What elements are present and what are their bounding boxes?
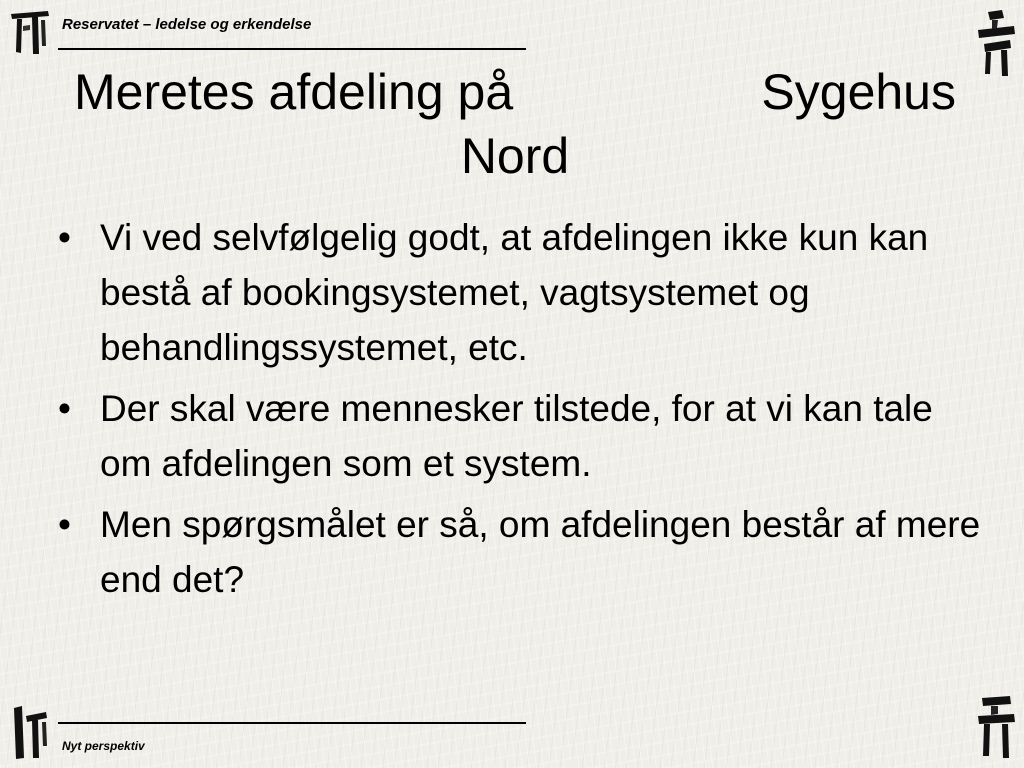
header-divider [58, 48, 526, 50]
list-item [58, 381, 988, 491]
list-item [58, 210, 988, 375]
bullet-text: Men spørgsmålet er så, om afdelingen består af mere end det? [100, 504, 981, 600]
bullet-text: Der skal være mennesker tilstede, for at vi kan tale om afdelingen som et system. [100, 388, 933, 484]
bullet-list [58, 210, 988, 613]
bullet-dot: • [58, 504, 71, 545]
header-title: Reservatet – ledelse og erkendelse [62, 16, 312, 33]
list-item [58, 497, 988, 607]
bullet-dot: • [58, 217, 71, 258]
title-line-1-right: Sygehus [761, 64, 956, 120]
title-line-1-left: Meretes afdeling på [74, 64, 514, 120]
footer-title: Nyt perspektiv [62, 739, 145, 753]
brush-figure-icon [8, 702, 52, 762]
brush-figure-icon [8, 6, 52, 56]
brush-figure-icon [974, 694, 1018, 760]
bullet-dot: • [58, 388, 71, 429]
brush-figure-icon [974, 8, 1018, 78]
bullet-text: Vi ved selvfølgelig godt, at afdelingen ikke kun kan bestå af bookingsystemet, vagtsystemet og behandlingssystemet, etc. [100, 217, 929, 368]
footer-divider [58, 722, 526, 724]
title-line-2: Nord [460, 128, 570, 184]
title-line-1 [60, 60, 970, 124]
slide-title [60, 60, 970, 188]
